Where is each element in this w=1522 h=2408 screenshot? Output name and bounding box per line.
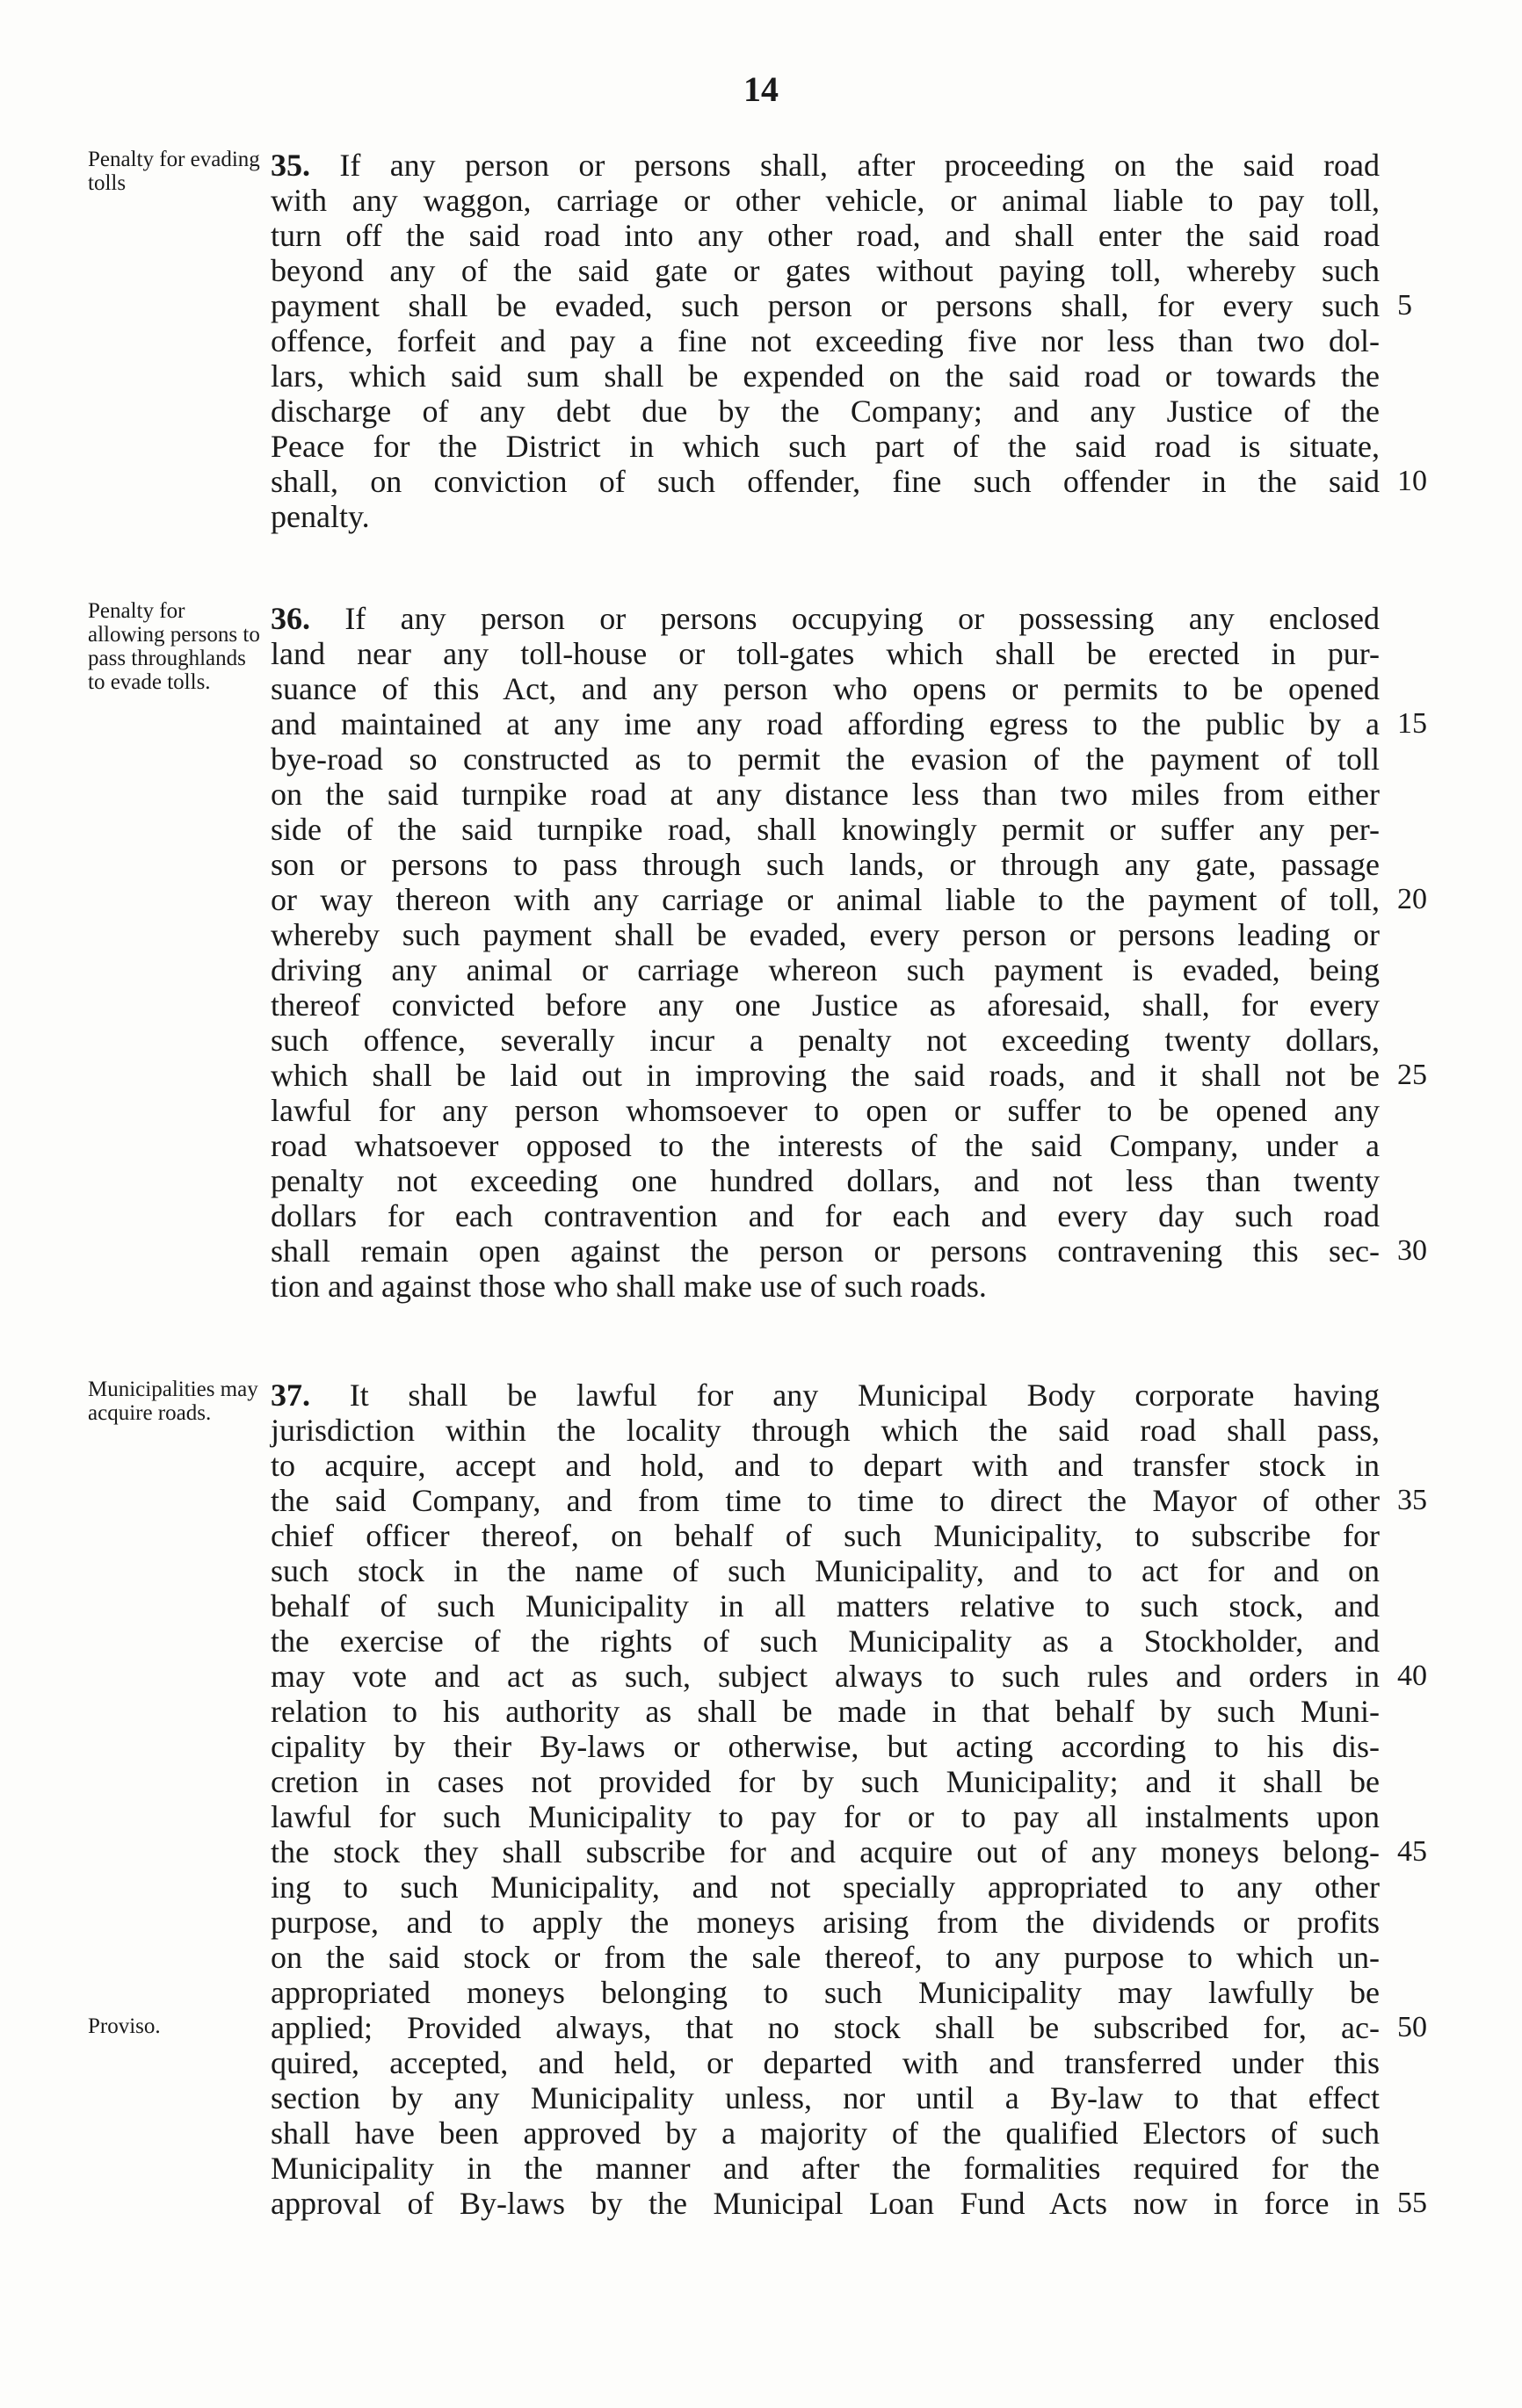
- text-line: tion and against those who shall make use of such roads.: [271, 1269, 987, 1304]
- side-note-penalty-evading-tolls: Penalty for evading tolls: [88, 148, 260, 195]
- text-line: ing to such Municipality, and not specially appropriated to any other: [271, 1869, 1380, 1905]
- text-line: discharge of any debt due by the Company; and any Justice of the: [271, 394, 1380, 429]
- line-number: 40: [1397, 1660, 1427, 1692]
- text-line: such offence, severally incur a penalty not exceeding twenty dollars,: [271, 1023, 1380, 1058]
- text-line: shall, on conviction of such offender, fine such offender in the said: [271, 464, 1380, 499]
- text-line: on the said stock or from the sale thereof, to any purpose to which un-: [271, 1940, 1380, 1975]
- line-number: 55: [1397, 2187, 1427, 2219]
- line-number: 15: [1397, 707, 1427, 740]
- line-number: 35: [1397, 1484, 1427, 1516]
- text-line: the stock they shall subscribe for and acquire out of any moneys belong-: [271, 1834, 1380, 1869]
- side-note-penalty-allowing-persons: Penalty for allowing persons to pass throughlands to evade tolls.: [88, 599, 260, 694]
- text-line: on the said turnpike road at any distance less than two miles from either: [271, 777, 1380, 812]
- text-line: bye-road so constructed as to permit the evasion of the payment of toll: [271, 741, 1380, 777]
- text-line: behalf of such Municipality in all matters relative to such stock, and: [271, 1588, 1380, 1623]
- text-line: whereby such payment shall be evaded, every person or persons leading or: [271, 917, 1380, 952]
- text-line: the said Company, and from time to time to direct the Mayor of other: [271, 1483, 1380, 1518]
- text-line: shall remain open against the person or persons contravening this sec-: [271, 1233, 1380, 1269]
- text-line: penalty not exceeding one hundred dollars, and not less than twenty: [271, 1163, 1380, 1198]
- text-line: with any waggon, carriage or other vehicle, or animal liable to pay toll,: [271, 183, 1380, 218]
- text-line: thereof convicted before any one Justice as aforesaid, shall, for every: [271, 987, 1380, 1023]
- text-line: lawful for any person whomsoever to open or suffer to be opened any: [271, 1093, 1380, 1128]
- text-line: jurisdiction within the locality through which the said road shall pass,: [271, 1413, 1380, 1448]
- text-line: cipality by their By-laws or otherwise, but acting according to his dis-: [271, 1729, 1380, 1764]
- text-line: side of the said turnpike road, shall knowingly permit or suffer any per-: [271, 812, 1380, 847]
- text-line: relation to his authority as shall be made in that behalf by such Muni-: [271, 1694, 1380, 1729]
- side-note-municipalities-may-acquire-roads: Municipalities may acquire roads.: [88, 1378, 258, 1425]
- text-line: dollars for each contravention and for each and every day such road: [271, 1198, 1380, 1233]
- line-number: 10: [1397, 465, 1427, 497]
- line-number: 30: [1397, 1234, 1427, 1267]
- text-line: son or persons to pass through such lands, or through any gate, passage: [271, 847, 1380, 882]
- text-line: Peace for the District in which such part of the said road is situate,: [271, 429, 1380, 464]
- text-line: or way thereon with any carriage or animal liable to the payment of toll,: [271, 882, 1380, 917]
- line-number: 20: [1397, 883, 1427, 915]
- text-line: driving any animal or carriage whereon such payment is evaded, being: [271, 952, 1380, 987]
- page-number: 14: [743, 69, 779, 109]
- side-note-proviso: Proviso.: [88, 2014, 161, 2038]
- text-line: Municipality in the manner and after the formalities required for the: [271, 2151, 1380, 2186]
- text-line: payment shall be evaded, such person or persons shall, for every such: [271, 288, 1380, 323]
- text-line: shall have been approved by a majority of the qualified Electors of such: [271, 2115, 1380, 2151]
- text-line: lawful for such Municipality to pay for or to pay all instalments upon: [271, 1799, 1380, 1834]
- text-line: which shall be laid out in improving the said roads, and it shall not be: [271, 1058, 1380, 1093]
- text-line: turn off the said road into any other road, and shall enter the said road: [271, 218, 1380, 253]
- text-line: approval of By-laws by the Municipal Loan Fund Acts now in force in: [271, 2186, 1380, 2221]
- text-line: beyond any of the said gate or gates without paying toll, whereby such: [271, 253, 1380, 288]
- line-number: 45: [1397, 1835, 1427, 1868]
- line-number: 25: [1397, 1059, 1427, 1091]
- text-line: applied; Provided always, that no stock shall be subscribed for, ac-: [271, 2010, 1380, 2045]
- text-line: 36. If any person or persons occupying or possessing any enclosed: [271, 601, 1380, 636]
- text-line: section by any Municipality unless, nor until a By-law to that effect: [271, 2080, 1380, 2115]
- section-number: 35.: [271, 148, 310, 183]
- text-line: purpose, and to apply the moneys arising from the dividends or profits: [271, 1905, 1380, 1940]
- text-line: land near any toll-house or toll-gates which shall be erected in pur-: [271, 636, 1380, 671]
- text-line: 37. It shall be lawful for any Municipal Body corporate having: [271, 1378, 1380, 1413]
- line-number: 50: [1397, 2011, 1427, 2043]
- line-number: 5: [1397, 289, 1412, 322]
- text-line: 35. If any person or persons shall, after proceeding on the said road: [271, 148, 1380, 183]
- text-line: suance of this Act, and any person who opens or permits to be opened: [271, 671, 1380, 706]
- text-line: such stock in the name of such Municipality, and to act for and on: [271, 1553, 1380, 1588]
- text-line: to acquire, accept and hold, and to depart with and transfer stock in: [271, 1448, 1380, 1483]
- text-line: chief officer thereof, on behalf of such Municipality, to subscribe for: [271, 1518, 1380, 1553]
- text-line: cretion in cases not provided for by such Municipality; and it shall be: [271, 1764, 1380, 1799]
- text-line: the exercise of the rights of such Municipality as a Stockholder, and: [271, 1623, 1380, 1659]
- text-line: may vote and act as such, subject always to such rules and orders in: [271, 1659, 1380, 1694]
- text-line: penalty.: [271, 499, 370, 534]
- text-line: quired, accepted, and held, or departed with and transferred under this: [271, 2045, 1380, 2080]
- text-line: offence, forfeit and pay a fine not exceeding five nor less than two dol-: [271, 323, 1380, 358]
- text-line: appropriated moneys belonging to such Municipality may lawfully be: [271, 1975, 1380, 2010]
- text-line: and maintained at any ime any road affording egress to the public by a: [271, 706, 1380, 741]
- section-number: 36.: [271, 601, 310, 636]
- text-line: lars, which said sum shall be expended on the said road or towards the: [271, 358, 1380, 394]
- section-number: 37.: [271, 1378, 310, 1413]
- text-line: road whatsoever opposed to the interests of the said Company, under a: [271, 1128, 1380, 1163]
